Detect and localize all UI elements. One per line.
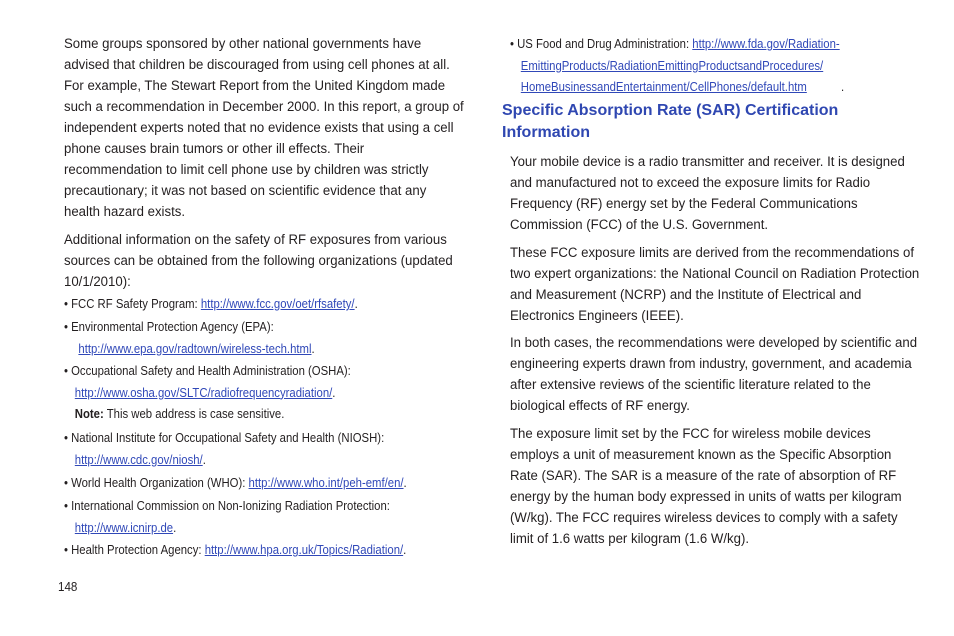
bullet-label: • International Commission on Non-Ionizing Radiation Protection: bbox=[64, 499, 390, 513]
paragraph-recommendations: In both cases, the recommendations were developed by scientific and engineering experts drawn from industry, government, and academia after extensive reviews of the scientific literature related to the biological effects of RF energy. bbox=[510, 335, 918, 414]
bullet-label: • FCC RF Safety Program: bbox=[64, 297, 201, 311]
bullet-label: • National Institute for Occupational Safety and Health (NIOSH): bbox=[64, 431, 385, 445]
bullet-label: • US Food and Drug Administration: bbox=[510, 37, 693, 51]
bullet-label: • Environmental Protection Agency (EPA): bbox=[64, 320, 274, 334]
paragraph-children-guidance: Some groups sponsored by other national governments have advised that children be discouraged from using cell phones at all. For example, The Stewart Report from the United Kingdom made such a recommendation in December 2000. In this report, a group of independent experts noted that no evidence exists that using a cell phone causes brain tumors or other ill effects. Their recommendation to limit cell phone use by children was strictly precautionary; it was not based on scientific evidence that any health hazard exists. bbox=[64, 36, 464, 220]
list-item-hpa: • Health Protection Agency: http://www.hpa.org.uk/Topics/Radiation/. bbox=[64, 543, 407, 557]
link-epa[interactable]: http://www.epa.gov/radtown/wireless-tech.html bbox=[78, 341, 312, 356]
link-niosh[interactable]: http://www.cdc.gov/niosh/ bbox=[74, 452, 203, 467]
link-who[interactable]: http://www.who.int/peh-emf/en/ bbox=[248, 476, 404, 490]
fda-period: . bbox=[841, 80, 845, 94]
link-fda[interactable]: http://www.fda.gov/Radiation- EmittingProducts/RadiationEmittingProductsandProcedures/ HomeBusinessandEntertainment/CellPhones/default.htm bbox=[520, 37, 840, 94]
bullet-label: • Occupational Safety and Health Administration (OSHA): bbox=[64, 364, 351, 378]
list-item-osha: • Occupational Safety and Health Administration (OSHA): http://www.osha.gov/SLTC/radiofrequencyradiation/. Note: This web address is case sensitive. bbox=[64, 361, 467, 426]
link-fcc-rf-safety[interactable]: http://www.fcc.gov/oet/rfsafety/ bbox=[200, 297, 355, 311]
section-heading-sar: Specific Absorption Rate (SAR) Certification Information bbox=[502, 102, 839, 141]
list-item-who: • World Health Organization (WHO): http://www.who.int/peh-emf/en/. bbox=[64, 476, 407, 490]
link-osha[interactable]: http://www.osha.gov/SLTC/radiofrequencyradiation/ bbox=[74, 385, 333, 400]
link-hpa[interactable]: http://www.hpa.org.uk/Topics/Radiation/ bbox=[204, 543, 404, 557]
paragraph-sar-limit: The exposure limit set by the FCC for wireless mobile devices employs a unit of measurement known as the Specific Absorption Rate (SAR). The SAR is a measure of the rate of absorption of RF energy by the human body expressed in units of watts per kilogram (W/kg). The FCC requires wireless devices to comply with a safety limit of 1.6 watts per kilogram (1.6 W/kg). bbox=[510, 426, 902, 547]
list-item-fda bbox=[510, 34, 923, 99]
note bbox=[64, 404, 467, 426]
paragraph-fcc-limits: These FCC exposure limits are derived from the recommendations of two expert organizations: the National Council on Radiation Protection and Measurement (NCRP) and the Institute of Electrical and Electronics Engineers (IEEE). bbox=[510, 245, 920, 324]
bullet-label: • Health Protection Agency: bbox=[64, 543, 205, 557]
note-text: This web address is case sensitive. bbox=[103, 407, 285, 421]
bullet-label: • World Health Organization (WHO): bbox=[64, 476, 249, 490]
page-number: 148 bbox=[58, 580, 78, 594]
paragraph-additional-info: Additional information on the safety of RF exposures from various sources can be obtained from the following organizations (updated 10/1/2010): bbox=[64, 232, 453, 290]
list-item-fcc: • FCC RF Safety Program: http://www.fcc.gov/oet/rfsafety/. bbox=[64, 297, 358, 311]
list-item-niosh: • National Institute for Occupational Safety and Health (NIOSH): http://www.cdc.gov/niosh/. bbox=[64, 431, 385, 467]
paragraph-transmitter: Your mobile device is a radio transmitter and receiver. It is designed and manufactured not to exceed the exposure limits for Radio Frequency (RF) energy set by the Federal Communications Commission (FCC) of the U.S. Government. bbox=[510, 154, 905, 233]
list-item-epa: • Environmental Protection Agency (EPA): http://www.epa.gov/radtown/wireless-tech.html. bbox=[64, 320, 315, 356]
note-label: Note: bbox=[74, 407, 104, 421]
link-icnirp[interactable]: http://www.icnirp.de bbox=[74, 520, 174, 535]
list-item-icnirp: • International Commission on Non-Ionizing Radiation Protection: http://www.icnirp.de. bbox=[64, 499, 390, 535]
